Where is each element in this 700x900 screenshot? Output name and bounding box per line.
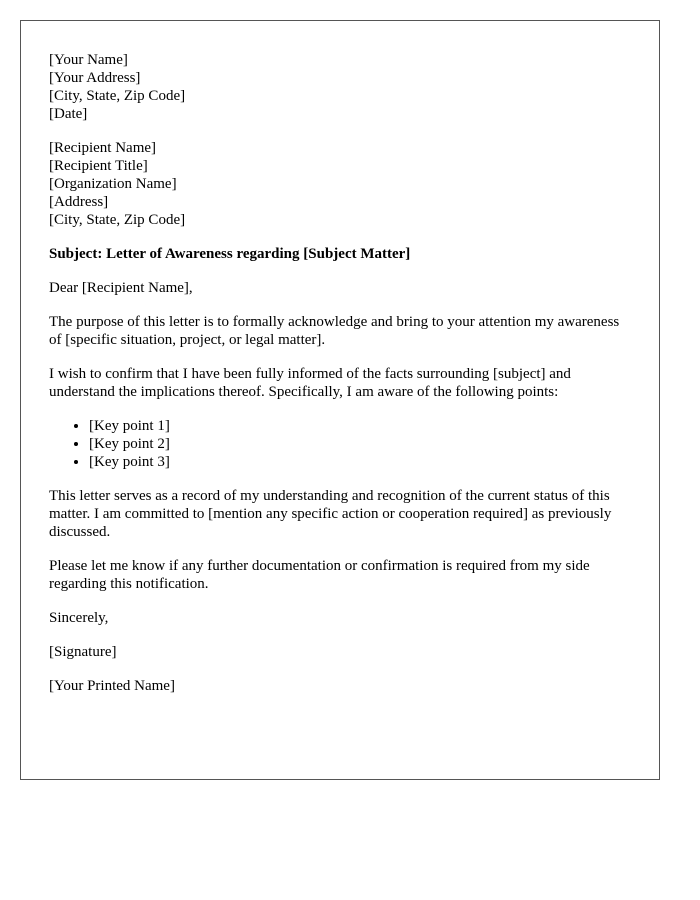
recipient-city-state-zip: [City, State, Zip Code] [49, 212, 186, 228]
letter-page [20, 20, 660, 780]
list-item: • [Key point 3] [89, 453, 631, 471]
signature: [Signature] [49, 644, 117, 660]
salutation: Dear [Recipient Name], [49, 280, 193, 296]
recipient-address: [Address] [49, 194, 109, 210]
recipient-block [49, 139, 631, 229]
sender-city-state-zip: [City, State, Zip Code] [49, 88, 186, 104]
closing: Sincerely, [49, 610, 109, 626]
paragraph-purpose: The purpose of this letter is to formally acknowledge and bring to your attention my awareness of [specific situation, project, or legal matter]. [49, 314, 620, 348]
key-points-list [49, 417, 631, 471]
paragraph-request: Please let me know if any further documentation or confirmation is required from my side regarding this notification. [49, 558, 590, 592]
list-item: • [Key point 1] [89, 417, 631, 435]
recipient-title: [Recipient Title] [49, 158, 148, 174]
paragraph-confirm: I wish to confirm that I have been fully informed of the facts surrounding [subject] and understand the implications thereof. Specifically, I am aware of the following points: [49, 366, 571, 400]
subject-line: Subject: Letter of Awareness regarding [Subject Matter] [49, 246, 411, 262]
paragraph-record: This letter serves as a record of my understanding and recognition of the current status of this matter. I am committed to [mention any specific action or cooperation required] as previously discussed. [49, 488, 612, 540]
recipient-name: [Recipient Name] [49, 140, 157, 156]
sender-address: [Your Address] [49, 70, 141, 86]
recipient-organization: [Organization Name] [49, 176, 177, 192]
sender-name: [Your Name] [49, 52, 128, 68]
sender-block [49, 51, 631, 123]
letter-date: [Date] [49, 106, 88, 122]
list-item: • [Key point 2] [89, 435, 631, 453]
printed-name: [Your Printed Name] [49, 678, 175, 694]
